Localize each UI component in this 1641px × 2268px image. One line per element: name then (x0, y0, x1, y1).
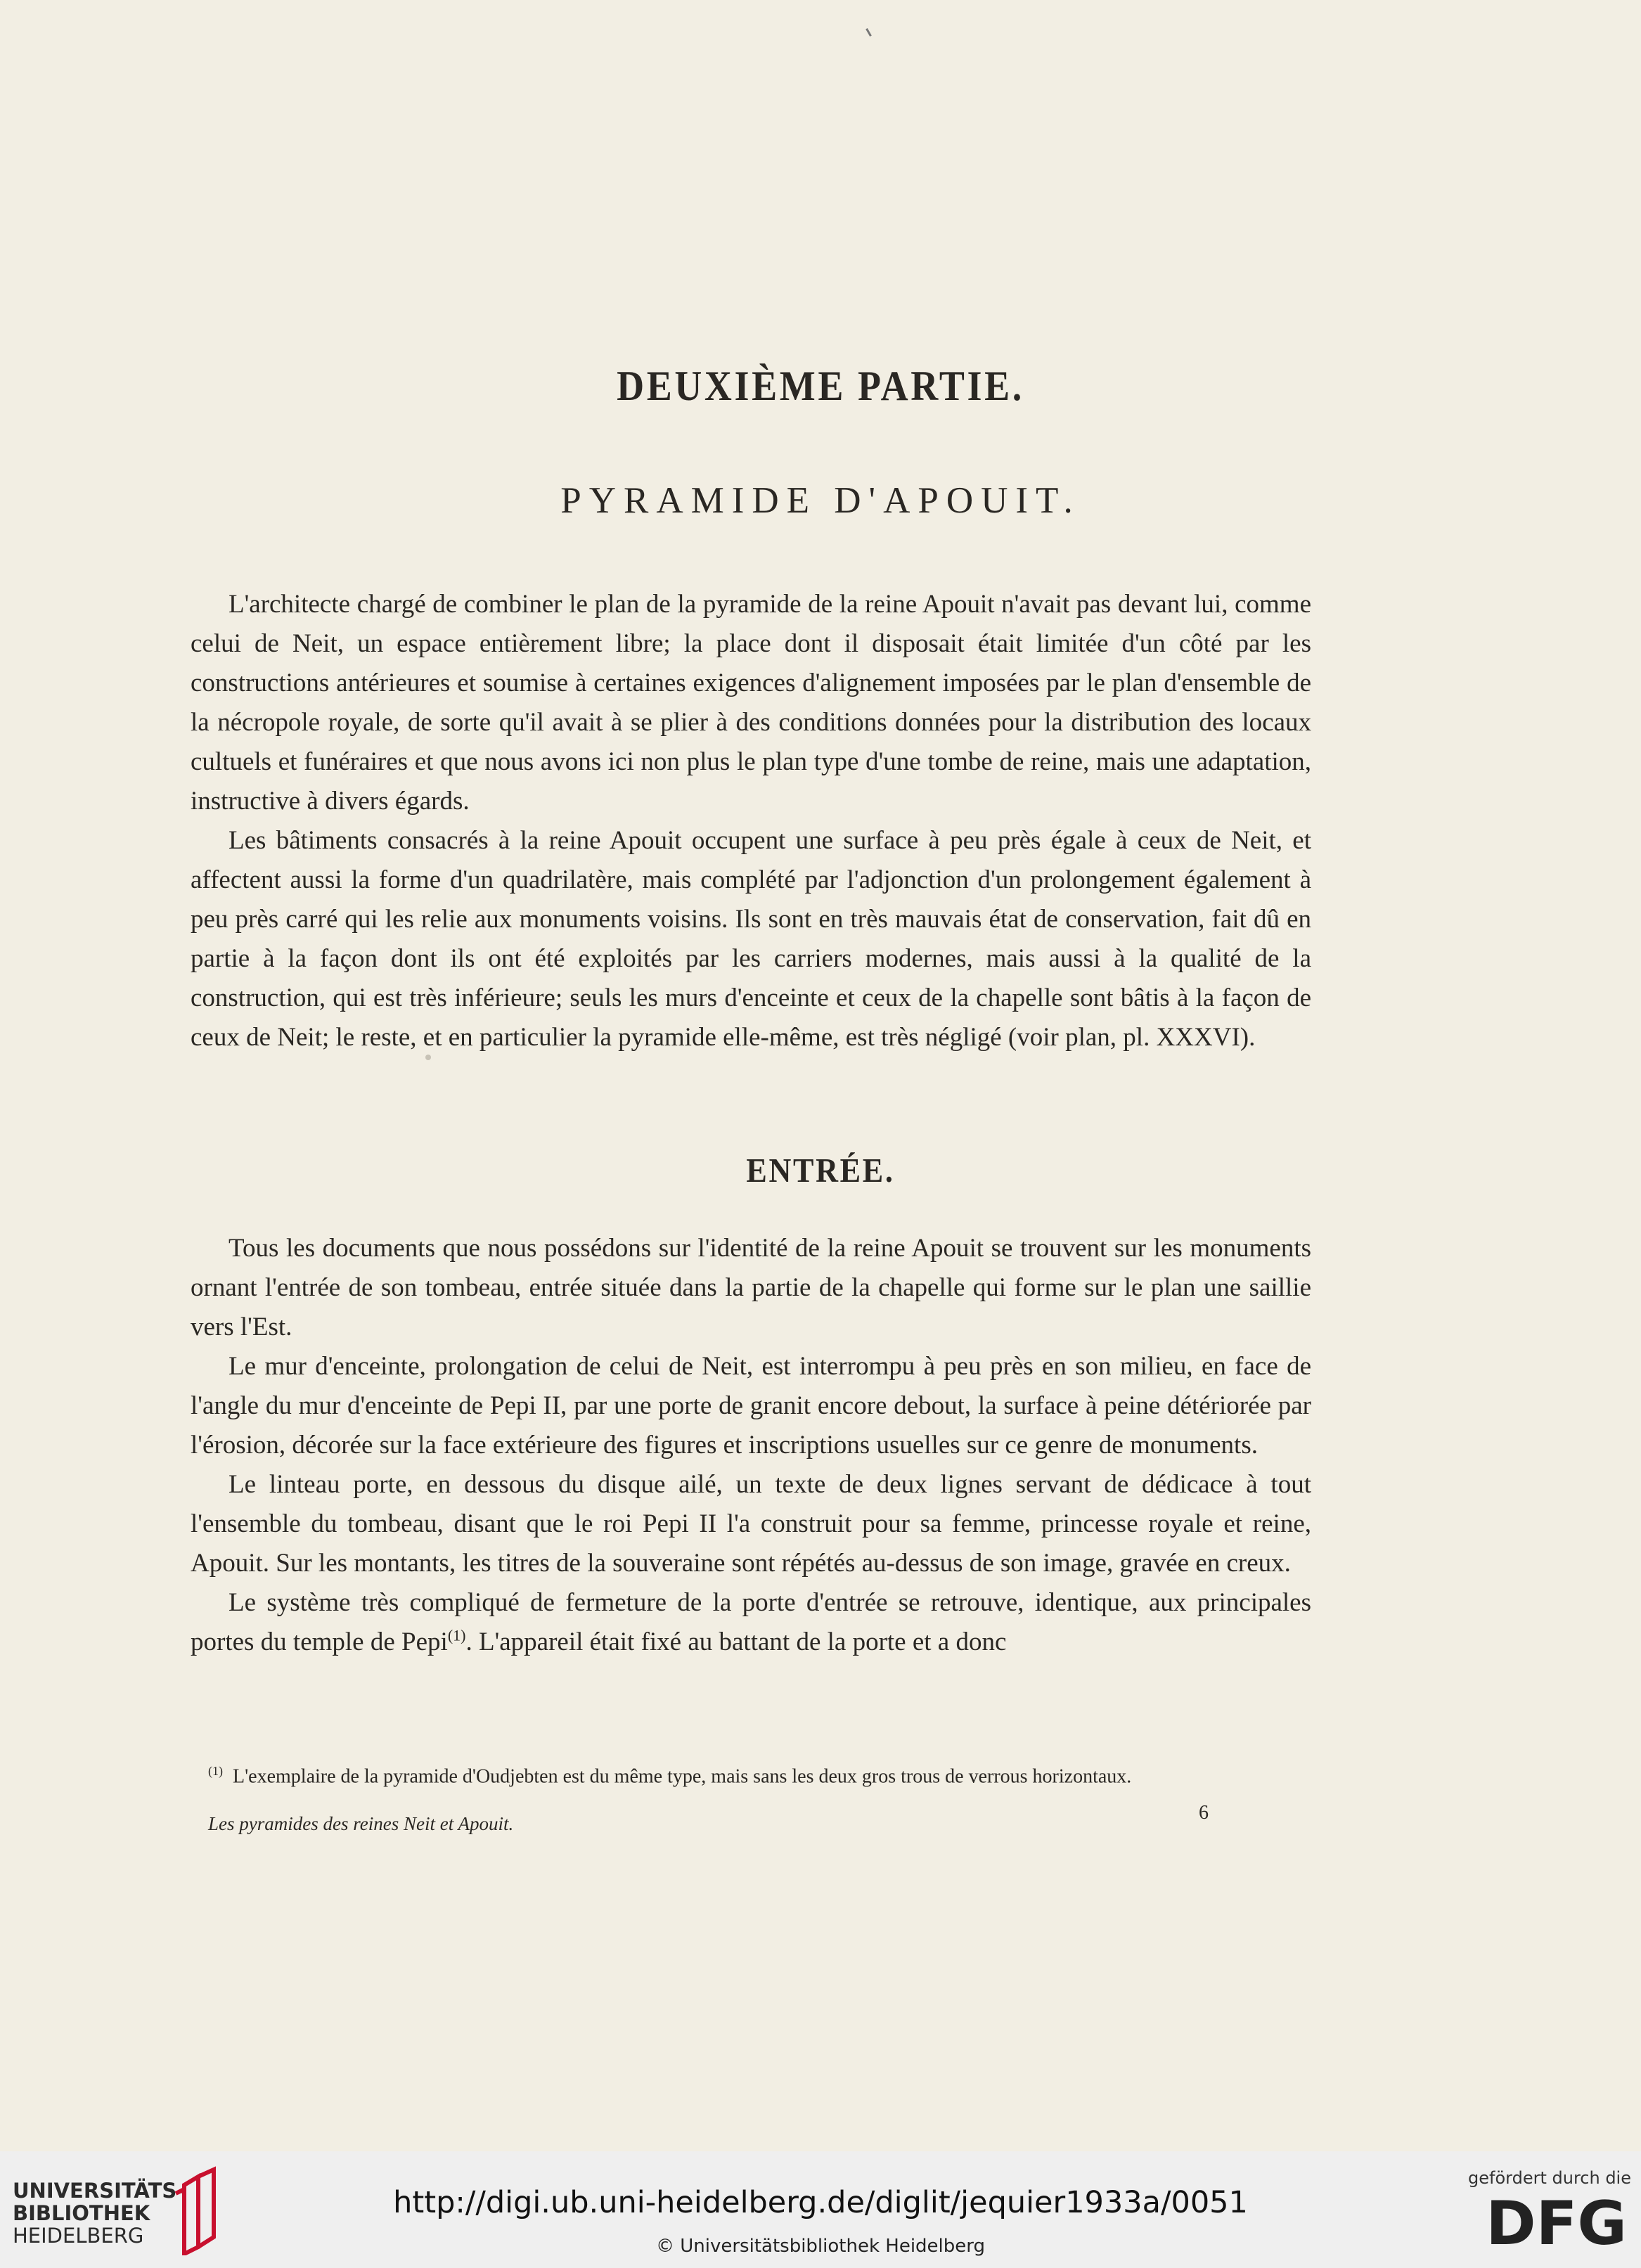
paragraph-text: . L'appareil était fixé au battant de la porte et a donc (465, 1628, 1007, 1656)
subsection-title: ENTRÉE. (746, 1151, 895, 1190)
paragraph: L'architecte chargé de combiner le plan de la pyramide de la reine Apouit n'avait pas devant lui, comme celui de Neit, un espace entièrement libre; la place dont il disposait était limitée d'un côté par les constructions antérieures et soumise à certaines exigences d'alignement imposées par le plan d'ensemble de la nécropole royale, de sorte qu'il avait à se plier à des conditions données pour la distribution des locaux cultuels et funéraires et que nous avons ici non plus le plan type d'une tombe de reine, mais une adaptation, instructive à divers égards. (191, 590, 1311, 816)
paragraph: Le mur d'enceinte, prolongation de celui de Neit, est interrompu à peu près en son milieu, en face de l'angle du mur d'enceinte de Pepi II, par une porte de granit encore debout, la surface à peine détériorée par l'érosion, décorée sur la face extérieure des figures et inscriptions usuelles sur ce genre de monuments. (191, 1352, 1311, 1460)
section-title: PYRAMIDE D'APOUIT. (560, 480, 1081, 521)
body-section-2 (191, 1229, 1311, 1662)
part-title: DEUXIÈME PARTIE. (617, 363, 1024, 409)
library-line-3: HEIDELBERG (13, 2224, 144, 2248)
footnote (208, 1757, 1319, 1791)
footnote-text: L'exemplaire de la pyramide d'Oudjebten est du même type, mais sans les deux gros trous de verrous horizontaux. (233, 1765, 1132, 1788)
paper-speck (425, 1055, 431, 1060)
footer-bar (0, 2151, 1641, 2268)
funding-label: gefördert durch die (1468, 2168, 1631, 2188)
paragraph-text: Le système très compliqué de fermeture de la porte d'entrée se retrouve, identique, aux principales portes du temple de Pepi (191, 1588, 1311, 1656)
paragraph: Le linteau porte, en dessous du disque ailé, un texte de deux lignes servant de dédicace à tout l'ensemble du tombeau, disant que le roi Pepi II l'a construit pour sa femme, princesse royale et reine, Apouit. Sur les montants, les titres de la souveraine sont répétés au-dessus de son image, gravée en creux. (191, 1470, 1311, 1578)
permalink[interactable]: http://digi.ub.uni-heidelberg.de/diglit/jequier1933a/0051 (393, 2185, 1248, 2220)
body-section-1 (191, 585, 1311, 1057)
footnote-reference: (1) (447, 1626, 466, 1644)
dfg-logo-text: DFG (1486, 2195, 1627, 2251)
footnote-mark: (1) (208, 1764, 223, 1778)
scan-mark (865, 28, 872, 37)
paragraph: Tous les documents que nous possédons sur l'identité de la reine Apouit se trouvent sur les monuments ornant l'entrée de son tombeau, entrée située dans la partie de la chapelle qui forme sur le plan une saillie vers l'Est. (191, 1234, 1311, 1341)
library-line-2: BIBLIOTHEK (13, 2201, 150, 2225)
dfg-logo-icon (1461, 2195, 1630, 2251)
library-line-1: UNIVERSITÄTS- (13, 2179, 186, 2203)
running-title: Les pyramides des reines Neit et Apouit. (208, 1813, 514, 1834)
page-number: 6 (1199, 1802, 1209, 1824)
paragraph: Les bâtiments consacrés à la reine Apouit occupent une surface à peu près égale à ceux de Neit, et affectent aussi la forme d'un quadrilatère, mais complété par l'adjonction d'un prolongement également à peu près carré qui les relie aux monuments voisins. Ils sont en très mauvais état de conservation, fait dû en partie à la façon dont ils ont été exploités par les carriers modernes, mais aussi à la qualité de la construction, qui est très inférieure; seuls les murs d'enceinte et ceux de la chapelle sont bâtis à la façon de ceux de Neit; le reste, et en particulier la pyramide elle-même, est très négligé (voir plan, pl. XXXVI). (191, 826, 1311, 1052)
paragraph (191, 1583, 1311, 1662)
copyright-notice: © Universitätsbibliothek Heidelberg (655, 2236, 985, 2257)
